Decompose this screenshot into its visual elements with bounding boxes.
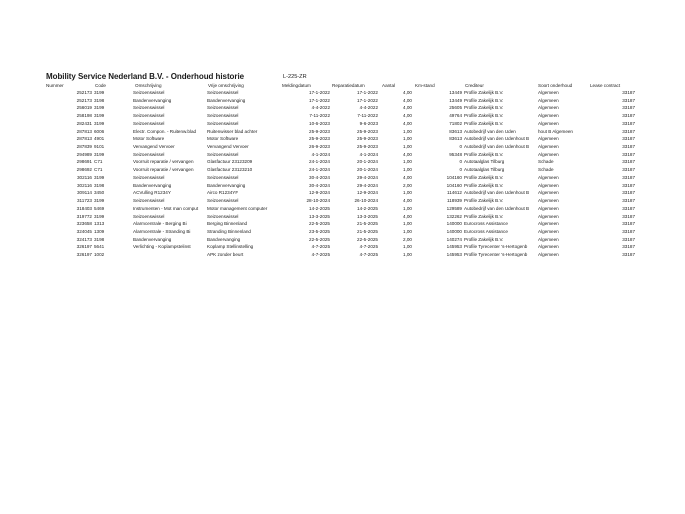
row-soort-onderhoud: Algemeen [538, 228, 559, 234]
row-lease-contract: 33187 [622, 213, 635, 219]
row-omschrijving: Voorruit reparatie / vervangen [133, 167, 194, 173]
row-crediteur: Profile Zakelijk B.V. [464, 120, 504, 126]
row-code: 3199 [94, 198, 105, 204]
row-lease-contract: 33187 [622, 144, 635, 150]
row-soort-onderhoud: Algemeen [538, 190, 559, 196]
row-km-stand: 0 [459, 144, 462, 150]
row-aantal: 4,00 [403, 90, 412, 95]
row-code: 3198 [94, 182, 105, 188]
row-reparatiedatum: 4-4-2022 [359, 105, 378, 111]
row-crediteur: Profile Zakelijk B.V. [464, 236, 504, 242]
row-lease-contract: 33187 [622, 174, 635, 180]
row-vrije-omschrijving: Seizoenswissel [207, 105, 239, 111]
row-number: 324173 [76, 236, 92, 242]
header-nummer: Nummer [46, 83, 64, 88]
row-km-stand: 132262 [446, 213, 462, 219]
row-omschrijving: Seizoenswissel [133, 105, 165, 111]
row-km-stand: 83613 [449, 128, 462, 134]
row-omschrijving: Instrumenten - Mot man comput [133, 205, 199, 211]
row-reparatiedatum: 4-1-2024 [359, 151, 378, 157]
row-soort-onderhoud: Algemeen [538, 97, 559, 103]
header-soort-onderhoud: Soort onderhoud [538, 83, 573, 88]
row-aantal: 1,00 [403, 244, 412, 250]
row-km-stand: 104160 [446, 174, 462, 180]
row-code: 5469 [94, 205, 105, 211]
row-number: 302116 [77, 174, 92, 180]
header-omschrijving: Omschrijving [135, 83, 162, 88]
header-meldingdatum: Meldingdatum [282, 83, 311, 88]
row-lease-contract: 33187 [622, 151, 635, 157]
row-omschrijving: Alarmcentrale - Berging Bi [133, 221, 187, 227]
row-lease-contract: 33187 [622, 97, 635, 103]
row-aantal: 4,00 [403, 174, 412, 180]
row-code: C71 [94, 159, 103, 165]
row-code: C71 [94, 167, 103, 173]
row-meldingdatum: 28-10-2024 [306, 198, 330, 204]
row-meldingdatum: 4-7-2025 [311, 244, 330, 250]
row-reparatiedatum: 20-1-2024 [357, 167, 378, 173]
row-reparatiedatum: 29-4-2024 [357, 182, 378, 188]
row-number: 252173 [76, 90, 92, 95]
row-omschrijving: Seizoenswissel [133, 90, 165, 95]
row-crediteur: Profile Zakelijk B.V. [464, 97, 504, 103]
row-km-stand: 104160 [446, 182, 462, 188]
row-number: 252173 [76, 97, 92, 103]
header-vrije-omschrijving: Vrije omschrijving [208, 83, 244, 88]
row-reparatiedatum: 22-5-2025 [357, 236, 378, 242]
row-crediteur: Profile Zakelijk B.V. [464, 213, 504, 219]
header-aantal: Aantal [382, 83, 396, 88]
row-omschrijving: Verlichting - Koplampstelinst [133, 244, 191, 250]
row-vrije-omschrijving: Seizoenswissel [207, 151, 239, 157]
row-reparatiedatum: 7-11-2022 [357, 113, 378, 119]
row-vrije-omschrijving: Seizoenswissel [207, 113, 239, 119]
row-reparatiedatum: 25-9-2023 [357, 136, 378, 142]
row-lease-contract: 33187 [622, 190, 635, 196]
row-soort-onderhoud: Algemeen [538, 198, 559, 204]
row-meldingdatum: 17-1-2022 [309, 97, 330, 103]
row-km-stand: 140000 [446, 228, 462, 234]
header-crediteur: Crediteur [465, 83, 484, 88]
row-aantal: 1,00 [403, 136, 412, 142]
row-soort-onderhoud: Algemeen [538, 244, 559, 250]
row-vrije-omschrijving: Berging Binnenland [207, 221, 248, 227]
row-crediteur: Autobedrijf van den Udenhout B [464, 136, 530, 142]
row-aantal: 1,00 [403, 159, 412, 165]
row-vrije-omschrijving: Seizoenswissel [207, 90, 239, 95]
row-crediteur: Profile Zakelijk B.V. [464, 198, 504, 204]
row-crediteur: Profile Zakelijk B.V. [464, 174, 504, 180]
row-soort-onderhoud: Algemeen [538, 151, 559, 157]
row-number: 319772 [76, 213, 92, 219]
row-lease-contract: 33187 [622, 113, 635, 119]
row-number: 323658 [76, 221, 92, 227]
row-meldingdatum: 30-4-2024 [309, 174, 330, 180]
row-number: 258198 [76, 113, 92, 119]
row-meldingdatum: 4-7-2025 [311, 252, 330, 258]
row-lease-contract: 33187 [622, 120, 635, 126]
row-crediteur: Profile Zakelijk B.V. [464, 182, 504, 188]
row-lease-contract: 33187 [622, 159, 635, 165]
row-km-stand: 145953 [446, 252, 462, 258]
row-lease-contract: 33187 [622, 252, 635, 258]
row-vrije-omschrijving: Bandvervanging [207, 236, 241, 242]
row-reparatiedatum: 17-1-2022 [357, 97, 378, 103]
row-lease-contract: 33187 [622, 228, 635, 234]
row-soort-onderhoud: Schade [538, 159, 554, 165]
row-code: 6006 [94, 128, 105, 134]
row-omschrijving: Voorruit reparatie / vervangen [133, 159, 194, 165]
row-km-stand: 140000 [446, 221, 462, 227]
row-meldingdatum: 25-9-2023 [309, 128, 330, 134]
row-km-stand: 71802 [449, 120, 462, 126]
row-lease-contract: 33187 [622, 136, 635, 142]
row-omschrijving: Motor Software [133, 136, 165, 142]
row-meldingdatum: 30-4-2024 [309, 182, 330, 188]
row-omschrijving: Seizoenswissel [133, 198, 165, 204]
row-crediteur: Profile Zakelijk B.V. [464, 113, 504, 119]
row-lease-contract: 33187 [622, 236, 635, 242]
row-code: 3198 [94, 97, 105, 103]
row-meldingdatum: 10-6-2023 [309, 120, 330, 126]
row-soort-onderhoud: Algemeen [538, 213, 559, 219]
row-number: 298691 [76, 159, 92, 165]
row-omschrijving: Seizoenswissel [133, 151, 165, 157]
row-soort-onderhoud: Algemeen [538, 221, 559, 227]
row-reparatiedatum: 9-6-2023 [359, 120, 378, 126]
row-crediteur: Profile Zakelijk B.V. [464, 105, 504, 111]
row-km-stand: 25605 [449, 105, 462, 111]
row-code: 3450 [94, 190, 105, 196]
row-code: 1309 [94, 228, 105, 234]
row-soort-onderhoud: Algemeen [538, 90, 559, 95]
row-code: 3199 [94, 113, 105, 119]
table-row [0, 251, 685, 259]
row-lease-contract: 33187 [622, 205, 635, 211]
row-crediteur: Autobedrijf van den Udenhout B [464, 205, 530, 211]
row-number: 294989 [76, 151, 92, 157]
row-soort-onderhoud: Algemeen [538, 236, 559, 242]
row-number: 326197 [76, 244, 92, 250]
row-number: 287813 [76, 128, 92, 134]
row-reparatiedatum: 17-1-2022 [357, 90, 378, 95]
row-aantal: 4,00 [403, 113, 412, 119]
license-plate: L-225-ZR [283, 74, 307, 80]
row-code: 3199 [94, 213, 105, 219]
row-number: 326197 [76, 252, 92, 258]
row-aantal: 1,00 [403, 128, 412, 134]
row-km-stand: 95348 [449, 151, 462, 157]
row-reparatiedatum: 26-10-2024 [354, 198, 378, 204]
row-aantal: 4,00 [403, 105, 412, 111]
row-number: 287813 [76, 136, 92, 142]
row-vrije-omschrijving: Stranding Binnenland [207, 228, 251, 234]
row-vrije-omschrijving: Seizoenswissel [207, 174, 239, 180]
row-aantal: 1,00 [403, 221, 412, 227]
row-vrije-omschrijving: Airco R1234YF [207, 190, 239, 196]
row-code: 1002 [94, 252, 105, 258]
row-km-stand: 114612 [447, 190, 462, 196]
row-soort-onderhoud: Algemeen [538, 182, 559, 188]
row-soort-onderhoud: Algemeen [538, 120, 559, 126]
row-omschrijving: Alarmcentrale - Stranding Bi [133, 228, 191, 234]
row-reparatiedatum: 25-9-2023 [357, 128, 378, 134]
row-vrije-omschrijving: Bandenvervanging [207, 97, 246, 103]
row-vrije-omschrijving: Glasfactuur 23123210 [207, 167, 253, 173]
row-meldingdatum: 7-11-2022 [309, 113, 330, 119]
row-omschrijving: Electr. Compon. - Ruitenw.blad [133, 128, 197, 134]
row-reparatiedatum: 21-5-2025 [357, 221, 378, 227]
row-omschrijving: Seizoenswissel [133, 113, 165, 119]
header-reparatiedatum: Reparatiedatum [332, 83, 365, 88]
row-vrije-omschrijving: Vervangend Vervoer [207, 144, 249, 150]
row-soort-onderhoud: Algemeen [538, 136, 559, 142]
row-meldingdatum: 24-1-2024 [309, 159, 330, 165]
row-crediteur: Eurocross Assistance [464, 221, 508, 227]
row-vrije-omschrijving: Ruitenwisser blad achter [207, 128, 258, 134]
row-aantal: 1,00 [403, 252, 412, 258]
row-number: 282431 [76, 120, 92, 126]
row-crediteur: Autotaalglas Tilburg [464, 159, 505, 165]
row-aantal: 1,00 [403, 205, 412, 211]
row-soort-onderhoud: Schade [538, 167, 554, 173]
row-reparatiedatum: 21-5-2025 [357, 228, 378, 234]
row-number: 298692 [76, 167, 92, 173]
row-reparatiedatum: 4-7-2025 [359, 244, 378, 250]
row-vrije-omschrijving: Bandenvervanging [207, 182, 246, 188]
row-reparatiedatum: 29-4-2024 [357, 174, 378, 180]
row-crediteur: Profile Zakelijk B.V. [464, 151, 504, 157]
row-meldingdatum: 26-9-2023 [309, 144, 330, 150]
row-code: 3199 [94, 120, 105, 126]
row-soort-onderhoud: Algemeen [538, 113, 559, 119]
document-title: Mobility Service Nederland B.V. - Onderhoud historie [46, 72, 245, 81]
row-number: 311723 [77, 198, 92, 204]
row-km-stand: 49764 [449, 113, 462, 119]
row-soort-onderhoud: Algemeen [538, 252, 559, 258]
row-omschrijving: Seizoenswissel [133, 174, 165, 180]
row-aantal: 4,00 [403, 97, 412, 103]
row-crediteur: Autobedrijf van den Udenhout B [464, 190, 530, 196]
row-meldingdatum: 22-5-2025 [309, 221, 330, 227]
row-soort-onderhoud: Algemeen [538, 174, 559, 180]
row-vrije-omschrijving: Motor management computer [207, 205, 268, 211]
row-lease-contract: 33187 [622, 198, 635, 204]
row-crediteur: Profile Tyrecenter 's-Hertogenb [464, 244, 528, 250]
row-reparatiedatum: 20-1-2024 [357, 159, 378, 165]
row-soort-onderhoud: Algemeen [538, 144, 559, 150]
row-reparatiedatum: 12-9-2024 [357, 190, 378, 196]
row-code: 3199 [94, 90, 105, 95]
row-code: 4901 [94, 136, 105, 142]
row-lease-contract: 33187 [622, 90, 635, 95]
row-number: 302116 [77, 182, 92, 188]
row-vrije-omschrijving: Seizoenswissel [207, 198, 239, 204]
row-reparatiedatum: 25-9-2023 [357, 144, 378, 150]
row-km-stand: 118939 [447, 198, 462, 204]
row-aantal: 1,00 [403, 190, 412, 196]
row-lease-contract: 33187 [622, 128, 635, 134]
row-aantal: 4,00 [403, 213, 412, 219]
row-meldingdatum: 4-4-2022 [311, 105, 330, 111]
row-lease-contract: 33187 [622, 244, 635, 250]
row-aantal: 4,00 [403, 120, 412, 126]
row-omschrijving: Vervangend Vervoer [133, 144, 175, 150]
row-code: 3199 [94, 151, 105, 157]
row-km-stand: 0 [459, 167, 462, 173]
row-km-stand: 140274 [446, 236, 462, 242]
row-km-stand: 0 [459, 159, 462, 165]
row-omschrijving: Bandenvervanging [133, 236, 172, 242]
row-aantal: 4,00 [403, 198, 412, 204]
row-code: 3199 [94, 174, 105, 180]
row-meldingdatum: 14-2-2025 [309, 205, 330, 211]
row-crediteur: Autobedrijf van den Udenhout B [464, 144, 530, 150]
row-number: 287839 [76, 144, 92, 150]
row-vrije-omschrijving: Seizoenswissel [207, 213, 239, 219]
row-aantal: 2,00 [403, 236, 412, 242]
header-lease-contract: Lease contract [590, 83, 621, 88]
row-meldingdatum: 23-5-2025 [309, 228, 330, 234]
row-crediteur: Eurocross Assistance [464, 228, 508, 234]
row-km-stand: 145953 [446, 244, 462, 250]
row-number: 324045 [76, 228, 92, 234]
row-aantal: 1,00 [403, 228, 412, 234]
row-soort-onderhoud: Algemeen [538, 205, 559, 211]
row-code: 5641 [94, 244, 105, 250]
row-reparatiedatum: 4-7-2025 [359, 252, 378, 258]
row-meldingdatum: 24-1-2024 [309, 167, 330, 173]
row-crediteur: Autotaalglas Tilburg [464, 167, 505, 173]
row-soort-onderhoud: hout B Algemeen [538, 128, 573, 134]
row-soort-onderhoud: Algemeen [538, 105, 559, 111]
row-vrije-omschrijving: Glasfactuur 23123209 [207, 159, 253, 165]
row-vrije-omschrijving: Koplamp Stellinstelling [207, 244, 254, 250]
row-crediteur: Autobedrijf van den Uden [464, 128, 516, 134]
row-meldingdatum: 12-9-2024 [309, 190, 330, 196]
row-vrije-omschrijving: Seizoenswissel [207, 120, 239, 126]
row-km-stand: 13449 [449, 90, 462, 95]
row-lease-contract: 33187 [622, 167, 635, 173]
row-km-stand: 83613 [449, 136, 462, 142]
row-crediteur: Profile Zakelijk B.V. [464, 90, 504, 95]
row-meldingdatum: 13-3-2025 [309, 213, 330, 219]
row-code: 3199 [94, 105, 105, 111]
row-vrije-omschrijving: APK zonder beurt [207, 252, 244, 258]
row-aantal: 1,00 [403, 167, 412, 173]
row-aantal: 2,00 [403, 182, 412, 188]
row-lease-contract: 33187 [622, 182, 635, 188]
row-number: 309114 [77, 190, 92, 196]
row-reparatiedatum: 13-3-2025 [357, 213, 378, 219]
row-meldingdatum: 22-5-2025 [309, 236, 330, 242]
row-meldingdatum: 25-9-2023 [309, 136, 330, 142]
row-code: 9101 [94, 144, 105, 150]
row-omschrijving: Seizoenswissel [133, 213, 165, 219]
row-km-stand: 129589 [446, 205, 462, 211]
row-crediteur: Profile Tyrecenter 's-Hertogenb [464, 252, 528, 258]
row-vrije-omschrijving: Motor Software [207, 136, 239, 142]
row-aantal: 4,00 [403, 151, 412, 157]
row-aantal: 1,00 [403, 144, 412, 150]
row-km-stand: 13449 [449, 97, 462, 103]
row-lease-contract: 33187 [622, 105, 635, 111]
row-omschrijving: Seizoenswissel [133, 120, 165, 126]
row-omschrijving: Bandenvervanging [133, 97, 172, 103]
row-reparatiedatum: 14-2-2025 [357, 205, 378, 211]
row-omschrijving: ACVulling R1234Y [133, 190, 171, 196]
row-meldingdatum: 4-1-2024 [311, 151, 330, 157]
header-code: Code [95, 83, 106, 88]
row-omschrijving: Bandenvervanging [133, 182, 172, 188]
row-lease-contract: 33187 [622, 221, 635, 227]
row-code: 1313 [94, 221, 105, 227]
header-km-stand: Km-stand [415, 83, 435, 88]
row-number: 256019 [76, 105, 92, 111]
row-meldingdatum: 17-1-2022 [309, 90, 330, 95]
row-number: 318403 [76, 205, 92, 211]
row-code: 3198 [94, 236, 105, 242]
